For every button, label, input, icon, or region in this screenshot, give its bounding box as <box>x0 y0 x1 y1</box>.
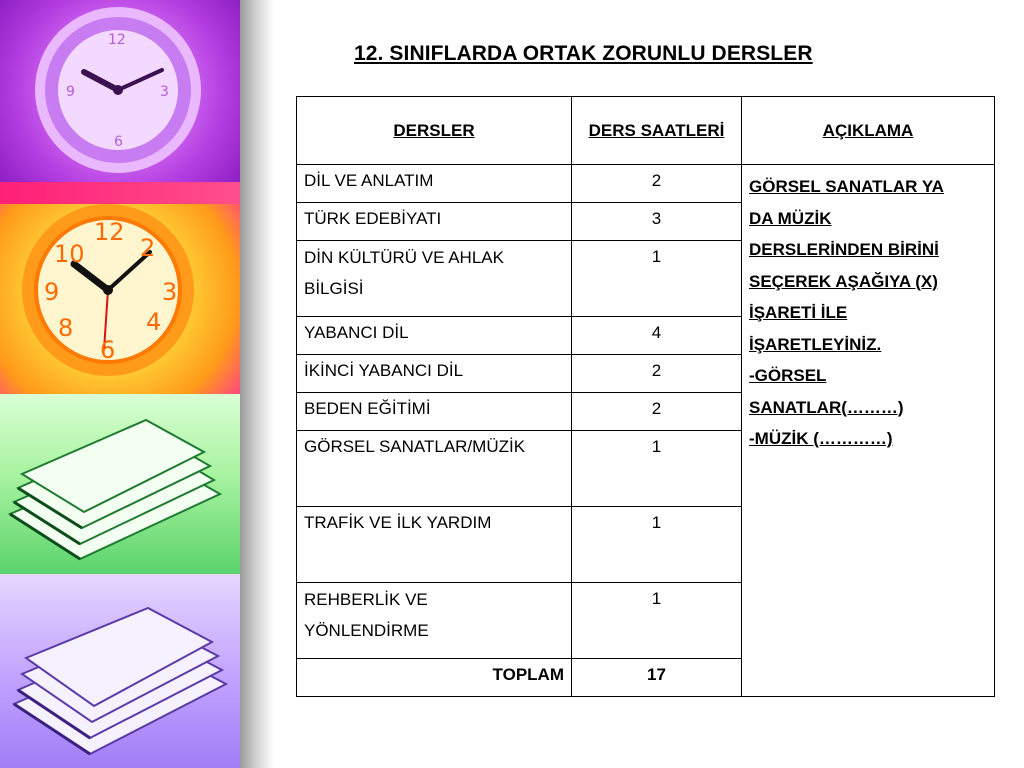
svg-text:3: 3 <box>162 278 178 306</box>
svg-text:8: 8 <box>58 314 74 342</box>
green-books-image <box>0 394 240 574</box>
svg-text:12: 12 <box>94 218 125 246</box>
svg-text:9: 9 <box>44 278 60 306</box>
course-name <box>297 241 572 317</box>
note-line: GÖRSEL SANATLAR YA <box>749 177 944 196</box>
course-name-line2: YÖNLENDİRME <box>304 621 429 640</box>
decorative-photo-strip <box>0 0 240 768</box>
page-title: 12. SINIFLARDA ORTAK ZORUNLU DERSLER <box>354 42 813 65</box>
note-line: SANATLAR(………) <box>749 397 904 417</box>
purple-books-icon <box>0 574 240 768</box>
svg-text:3: 3 <box>160 84 169 100</box>
note-line: İŞARETİ İLE <box>749 303 848 322</box>
header-aciklama: AÇIKLAMA <box>742 97 995 165</box>
note-line: -GÖRSEL <box>749 366 827 385</box>
svg-text:10: 10 <box>54 240 85 268</box>
header-dersler: DERSLER <box>297 97 572 165</box>
note-line: DA MÜZİK <box>749 208 832 228</box>
course-hours: 2 <box>572 355 742 393</box>
course-name: DİL VE ANLATIM <box>297 165 572 203</box>
course-name: YABANCI DİL <box>297 317 572 355</box>
course-hours: 2 <box>572 393 742 431</box>
course-name-line2: BİLGİSİ <box>304 279 364 298</box>
note-cell <box>742 165 995 697</box>
svg-text:6: 6 <box>114 134 123 150</box>
note-line: DERSLERİNDEN BİRİNİ <box>749 240 939 259</box>
course-hours: 1 <box>572 583 742 659</box>
course-hours: 1 <box>572 431 742 507</box>
course-name-line1: DİN KÜLTÜRÜ VE AHLAK <box>304 248 504 267</box>
course-hours: 3 <box>572 203 742 241</box>
purple-clock-icon <box>0 0 240 182</box>
course-table <box>296 96 995 697</box>
course-hours: 1 <box>572 507 742 583</box>
note-line: İŞARETLEYİNİZ. <box>749 334 882 354</box>
svg-text:12: 12 <box>108 32 126 48</box>
course-hours: 4 <box>572 317 742 355</box>
svg-text:4: 4 <box>146 308 162 336</box>
course-hours: 2 <box>572 165 742 203</box>
purple-clock-image <box>0 0 240 182</box>
orange-clock-icon <box>0 182 240 394</box>
svg-text:6: 6 <box>100 336 116 364</box>
strip-shadow <box>240 0 274 768</box>
course-name: BEDEN EĞİTİMİ <box>297 393 572 431</box>
course-name: TRAFİK VE İLK YARDIM <box>297 507 572 583</box>
course-name-line1: REHBERLİK VE <box>304 590 428 609</box>
total-hours: 17 <box>572 659 742 697</box>
course-name <box>297 583 572 659</box>
course-hours: 1 <box>572 241 742 317</box>
svg-text:2: 2 <box>140 234 156 262</box>
note-line: -MÜZİK (…………) <box>749 429 893 448</box>
orange-clock-image <box>0 182 240 394</box>
total-label: TOPLAM <box>297 659 572 697</box>
purple-books-image <box>0 574 240 768</box>
course-name: TÜRK EDEBİYATI <box>297 203 572 241</box>
svg-text:9: 9 <box>66 84 75 100</box>
course-name: İKİNCİ YABANCI DİL <box>297 355 572 393</box>
table-row <box>297 165 995 203</box>
note-line: SEÇEREK AŞAĞIYA (X) <box>749 271 938 291</box>
course-name: GÖRSEL SANATLAR/MÜZİK <box>297 431 572 507</box>
green-books-icon <box>0 394 240 574</box>
pink-band <box>0 182 240 204</box>
header-ders-saatleri: DERS SAATLERİ <box>572 97 742 165</box>
table-header-row <box>297 97 995 165</box>
